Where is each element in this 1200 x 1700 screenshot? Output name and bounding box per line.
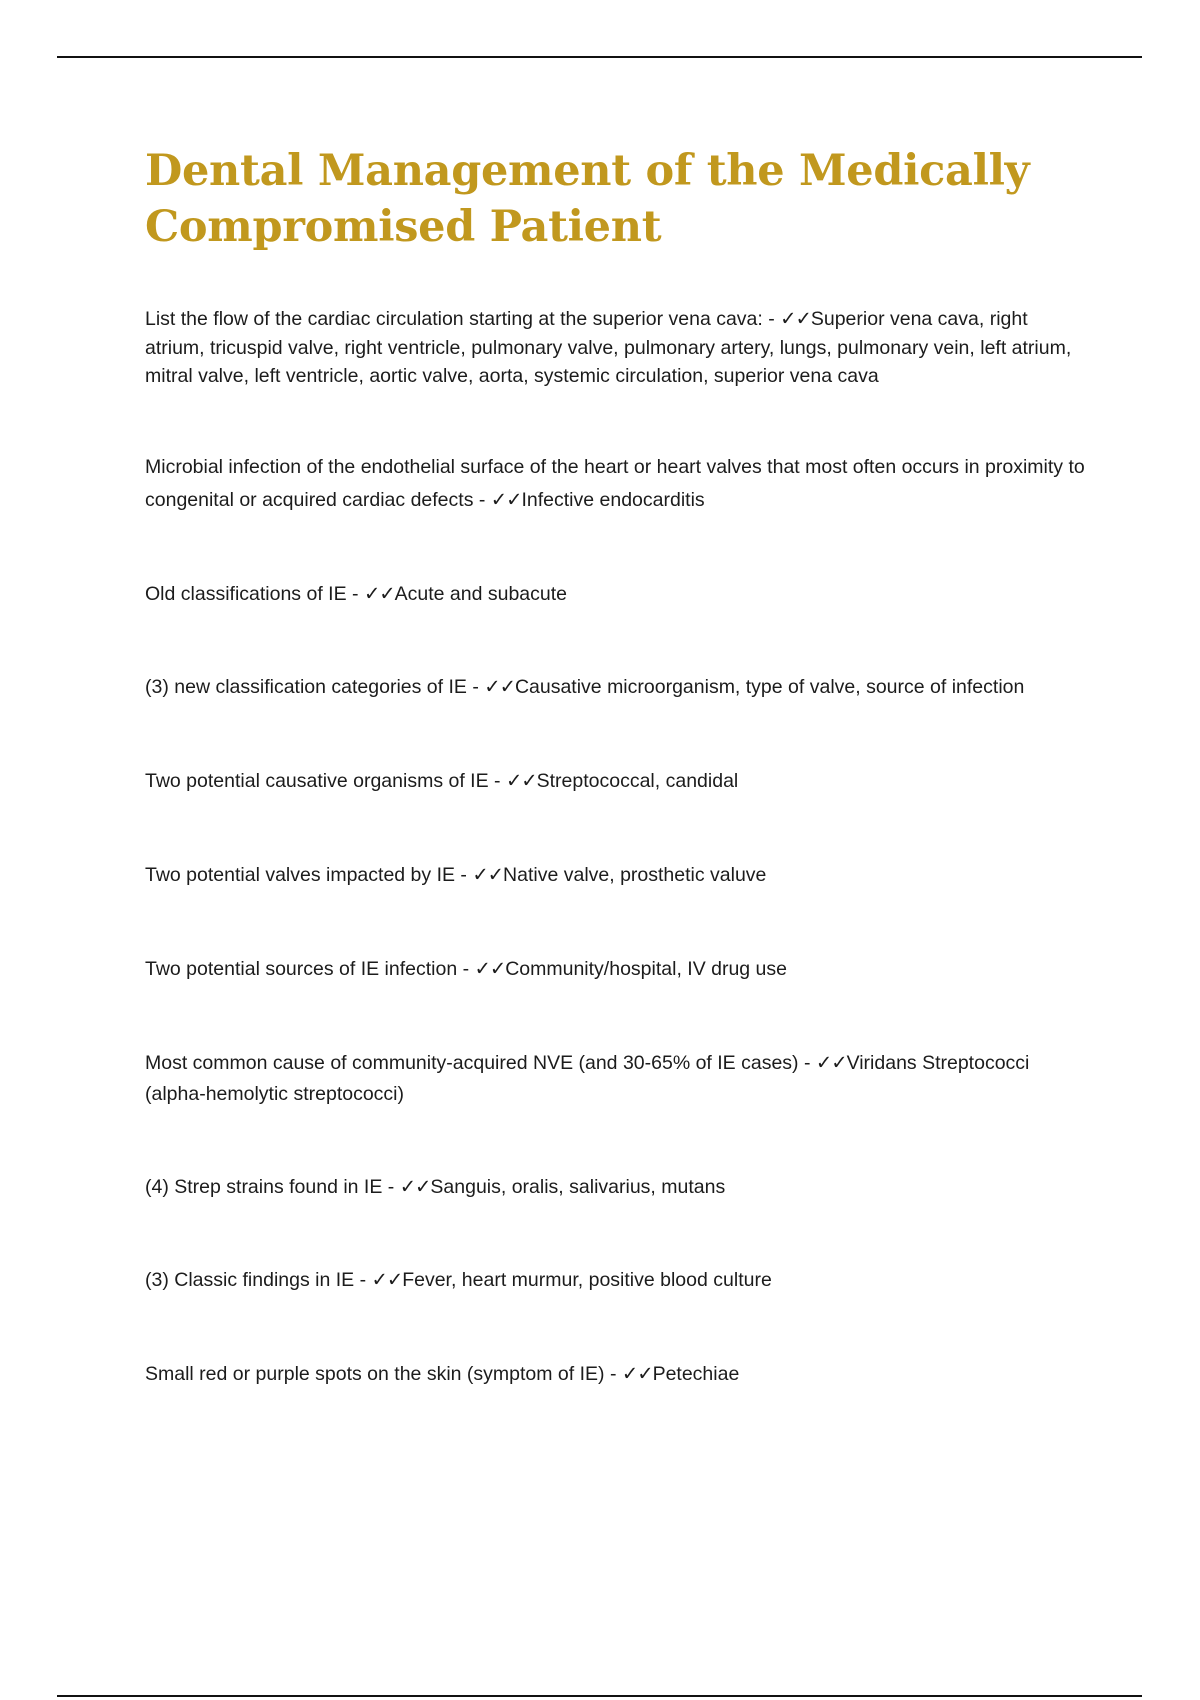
answer-text: Infective endocarditis	[521, 489, 705, 511]
separator: -	[455, 864, 473, 886]
question-text: Two potential causative organisms of IE	[145, 770, 489, 792]
question-text: List the flow of the cardiac circulation starting at the superior vena cava:	[145, 308, 763, 330]
separator: -	[354, 1269, 372, 1291]
double-check-icon: ✓✓	[399, 1176, 431, 1198]
page-title: Dental Management of the Medically Compromised Patient	[145, 146, 1030, 252]
answer-text: Community/hospital, IV drug use	[505, 958, 788, 980]
answer-text: Superior vena cava, right atrium, tricuspid valve, right ventricle, pulmonary valve, pulmonary artery, lungs, pulmonary vein, left atrium, mitral valve, left ventricle, aortic valve, aorta, systemic circulation, superior vena cava	[145, 308, 1072, 387]
double-check-icon: ✓✓	[490, 489, 522, 511]
footer-rule	[57, 1695, 1142, 1697]
question-text: Old classifications of IE	[145, 583, 347, 605]
answer-text: Petechiae	[652, 1363, 740, 1385]
separator: -	[798, 1052, 816, 1074]
separator: -	[604, 1363, 622, 1385]
qa-item-7	[145, 955, 1085, 984]
qa-item-11	[145, 1360, 1085, 1389]
answer-text: Streptococcal, candidal	[536, 770, 739, 792]
double-check-icon: ✓✓	[505, 770, 537, 792]
separator: -	[346, 583, 364, 605]
separator: -	[466, 676, 485, 698]
header-rule	[57, 56, 1142, 58]
question-text: Microbial infection of the endothelial surface of the heart or heart valves that most often occurs in proximity to congenital or acquired cardiac defects	[145, 456, 1085, 511]
qa-item-2	[145, 451, 1085, 517]
qa-item-6	[145, 861, 1085, 890]
double-check-icon: ✓✓	[621, 1363, 653, 1385]
question-text: Small red or purple spots on the skin (symptom of IE)	[145, 1363, 605, 1385]
question-text: Two potential valves impacted by IE	[145, 864, 455, 886]
answer-text: Acute and subacute	[394, 583, 568, 605]
question-text: (3) new classification categories of IE	[145, 676, 467, 698]
qa-item-1	[145, 305, 1085, 391]
separator: -	[473, 489, 491, 511]
qa-item-4	[145, 673, 1085, 702]
question-text: (3) Classic findings in IE	[145, 1269, 355, 1291]
question-text: Two potential sources of IE infection	[145, 958, 458, 980]
double-check-icon: ✓✓	[371, 1269, 403, 1291]
double-check-icon: ✓✓	[780, 308, 811, 330]
qa-item-5	[145, 767, 1085, 796]
qa-item-9	[145, 1173, 1085, 1202]
double-check-icon: ✓✓	[363, 583, 395, 605]
double-check-icon: ✓✓	[484, 676, 515, 698]
answer-text: Causative microorganism, type of valve, source of infection	[514, 676, 1025, 698]
double-check-icon: ✓✓	[815, 1052, 847, 1074]
separator: -	[382, 1176, 400, 1198]
answer-text: Fever, heart murmur, positive blood culture	[402, 1269, 772, 1291]
answer-text: Viridans Streptococci (alpha-hemolytic streptococci)	[145, 1052, 1030, 1105]
question-text: Most common cause of community-acquired NVE (and 30-65% of IE cases)	[145, 1052, 799, 1074]
qa-item-3	[145, 580, 1085, 609]
separator: -	[457, 958, 475, 980]
double-check-icon: ✓✓	[474, 958, 506, 980]
qa-item-8	[145, 1048, 1085, 1110]
separator: -	[762, 308, 781, 330]
double-check-icon: ✓✓	[472, 864, 504, 886]
question-text: (4) Strep strains found in IE	[145, 1176, 383, 1198]
qa-item-10	[145, 1266, 1085, 1295]
answer-text: Sanguis, oralis, salivarius, mutans	[430, 1176, 726, 1198]
separator: -	[488, 770, 506, 792]
answer-text: Native valve, prosthetic valuve	[503, 864, 767, 886]
